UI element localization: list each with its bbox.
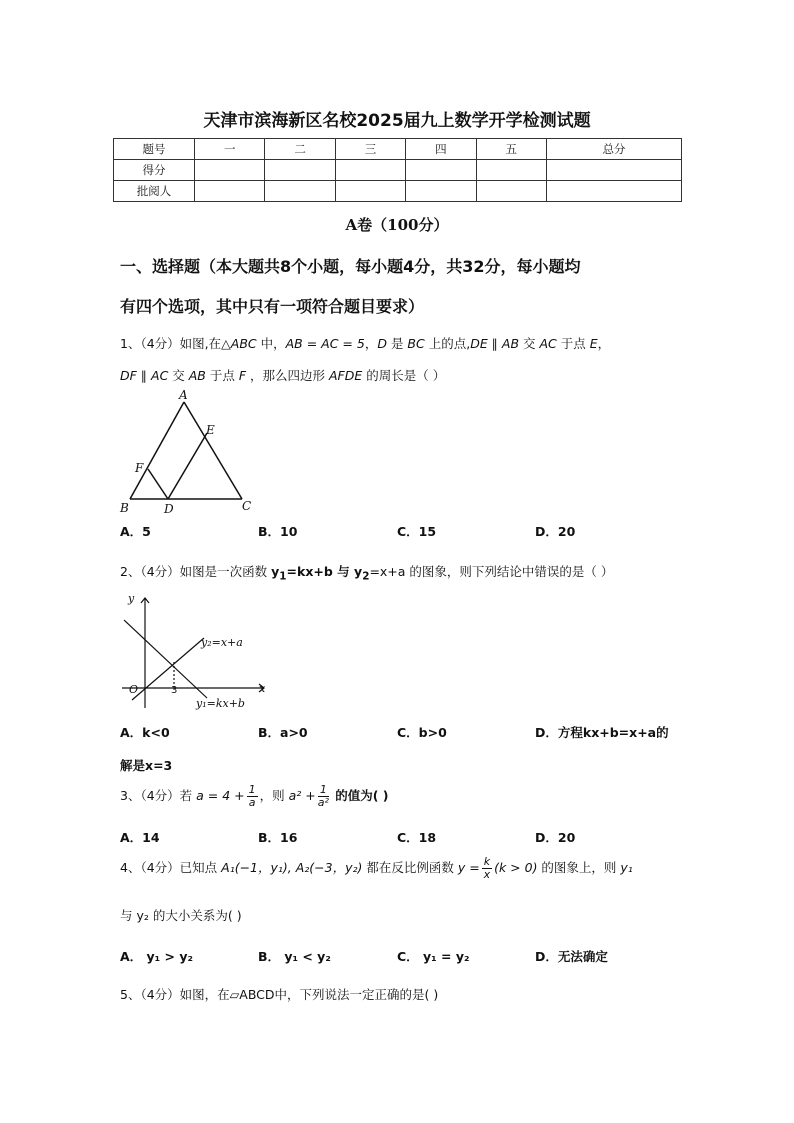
table-header-cell: 总分 xyxy=(546,139,681,160)
q3-option-b[interactable]: B．16 xyxy=(258,830,298,845)
q3-option-c[interactable]: C．18 xyxy=(397,830,437,845)
volume-label: A卷（100分） xyxy=(345,216,449,234)
q2-option-c[interactable]: C．b>0 xyxy=(397,725,447,740)
q4-stem-line2: 与 y₂ 的大小关系为( ) xyxy=(120,908,242,923)
table-row xyxy=(114,139,682,160)
origin-label: O xyxy=(129,683,139,696)
x-axis-label: x xyxy=(259,682,266,695)
label-d: D xyxy=(164,502,174,516)
table-header-cell: 三 xyxy=(335,139,405,160)
score-cell[interactable] xyxy=(476,160,546,181)
q3-option-d[interactable]: D．20 xyxy=(535,830,576,845)
label-e: E xyxy=(206,423,215,437)
fraction: $\frac{1}{a}$ xyxy=(248,783,256,809)
score-cell[interactable] xyxy=(195,160,265,181)
y1-label: y₁=kx+b xyxy=(196,697,245,710)
q3-stem: 3、（4分）若 a = 4 + $\frac{1}{a}$ ，则 a² + $\frac{1}{\text{a²}}$ 的值为( ) xyxy=(120,783,389,809)
row-label: 批阅人 xyxy=(114,181,195,202)
q2-stem: 2、（4分）如图是一次函数 $y_1=kx+b$ 与 $y_2=x+a$ 的图象，则下列结论中错误的是（ ） xyxy=(120,564,614,583)
line-y2 xyxy=(132,638,204,700)
q2-function-graph xyxy=(112,588,272,714)
q4-option-c[interactable]: C． y₁ = y₂ xyxy=(397,949,470,964)
q1-option-b[interactable]: B．10 xyxy=(258,524,298,539)
grader-cell[interactable] xyxy=(476,181,546,202)
grader-cell[interactable] xyxy=(335,181,405,202)
q1-stem-line1: 1、（4分）如图,在△ABC 中，AB = AC = 5，D 是 BC 上的点,DE ∥ AB 交 AC 于点 E， xyxy=(120,336,611,351)
row-label: 得分 xyxy=(114,160,195,181)
q4-option-b[interactable]: B． y₁ < y₂ xyxy=(258,949,331,964)
grader-cell[interactable] xyxy=(195,181,265,202)
table-header-cell: 四 xyxy=(406,139,476,160)
q2-option-a[interactable]: A．k<0 xyxy=(120,725,170,740)
q4-stem-line1: 4、（4分）已知点 A₁(−1，y₁), A₂(−3，y₂) 都在反比例函数 y = $\frac{k}{x}$ (k > 0) 的图象上，则 y₁ xyxy=(120,855,633,881)
q1-option-d[interactable]: D．20 xyxy=(535,524,576,539)
segment-de xyxy=(168,433,207,499)
q1-triangle-figure xyxy=(112,386,262,518)
table-header-cell: 一 xyxy=(195,139,265,160)
table-header-cell: 题号 xyxy=(114,139,195,160)
table-row xyxy=(114,181,682,202)
score-cell[interactable] xyxy=(546,160,681,181)
section-heading-line2: 有四个选项，其中只有一项符合题目要求） xyxy=(120,297,425,316)
score-cell[interactable] xyxy=(406,160,476,181)
q2-option-d[interactable]: D．方程kx+b=x+a的 xyxy=(535,725,669,740)
grader-cell[interactable] xyxy=(265,181,335,202)
table-header-cell: 二 xyxy=(265,139,335,160)
page-title: 天津市滨海新区名校2025届九上数学开学检测试题 xyxy=(203,111,591,131)
q1-option-a[interactable]: A．5 xyxy=(120,524,151,539)
segment-ac xyxy=(184,402,242,499)
q1-option-c[interactable]: C．15 xyxy=(397,524,437,539)
fraction: $\frac{1}{\text{a²}}$ xyxy=(317,783,329,809)
section-heading-line1: 一、选择题（本大题共8个小题，每小题4分，共32分，每小题均 xyxy=(120,257,581,276)
q4-option-a[interactable]: A． y₁ > y₂ xyxy=(120,949,193,964)
q2-option-b[interactable]: B．a>0 xyxy=(258,725,308,740)
label-c: C xyxy=(242,499,252,513)
y-axis-label: y xyxy=(128,592,135,605)
segment-df xyxy=(148,469,168,499)
label-f: F xyxy=(135,461,144,475)
table-header-cell: 五 xyxy=(476,139,546,160)
score-cell[interactable] xyxy=(265,160,335,181)
label-a: A xyxy=(179,388,188,402)
tick-3-label: 3 xyxy=(171,685,178,696)
q2-option-d-continued: 解是x=3 xyxy=(120,758,173,773)
y2-label: y₂=x+a xyxy=(201,636,243,649)
fraction: $\frac{k}{x}$ xyxy=(483,855,491,881)
grader-cell[interactable] xyxy=(406,181,476,202)
score-cell[interactable] xyxy=(335,160,405,181)
q3-option-a[interactable]: A．14 xyxy=(120,830,160,845)
q5-stem: 5、（4分）如图，在▱ABCD中，下列说法一定正确的是( ) xyxy=(120,987,439,1002)
score-table xyxy=(113,138,682,202)
grader-cell[interactable] xyxy=(546,181,681,202)
q4-option-d[interactable]: D．无法确定 xyxy=(535,949,608,964)
label-b: B xyxy=(120,501,129,515)
q1-stem-line2: DF ∥ AC 交 AB 于点 F ，那么四边形 AFDE 的周长是（ ） xyxy=(120,368,446,383)
table-row xyxy=(114,160,682,181)
